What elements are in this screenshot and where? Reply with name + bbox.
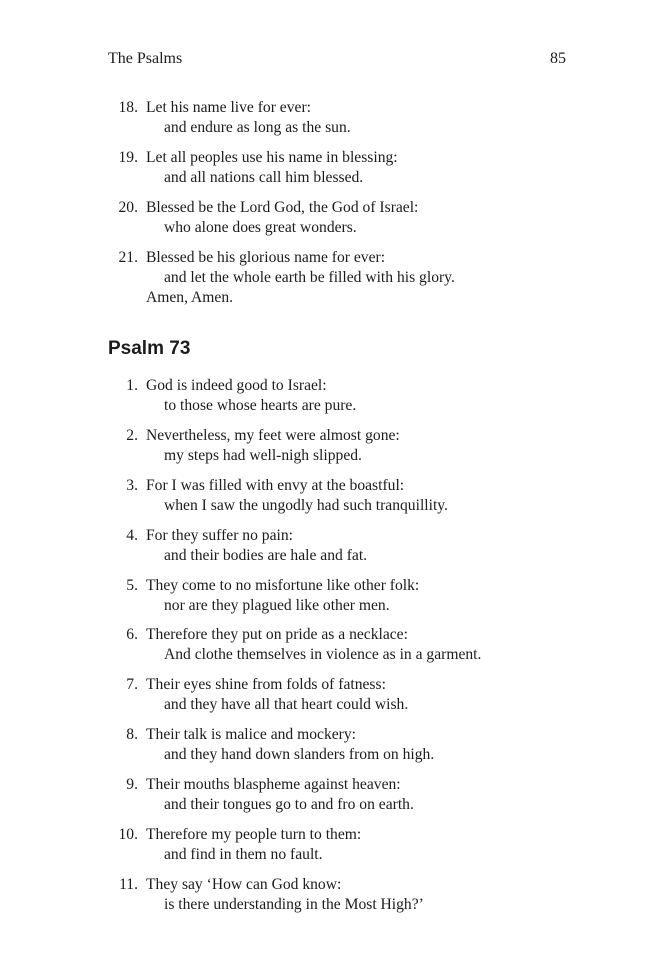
verse-line-2: And clothe themselves in violence as in a garment.: [164, 646, 482, 664]
verse-line-1: For they suffer no pain:: [146, 526, 293, 544]
verse-8: [108, 725, 578, 765]
verse-line-2: to those whose hearts are pure.: [164, 397, 357, 414]
running-head: [108, 48, 566, 70]
verse-number: 10.: [118, 826, 138, 844]
verse-line-1: Let all peoples use his name in blessing:: [146, 148, 398, 166]
verse-18: [108, 98, 578, 138]
verse-line-2: and let the whole earth be filled with his glory.: [164, 268, 455, 286]
verse-line-2: is there understanding in the Most High?’: [164, 895, 424, 913]
running-title: The Psalms: [108, 50, 183, 67]
verse-line-2: and all nations call him blessed.: [164, 168, 364, 186]
verse-line-2: who alone does great wonders.: [164, 218, 357, 236]
verse-line-2: nor are they plagued like other men.: [164, 596, 390, 614]
verse-6: [108, 625, 578, 665]
verse-21: [108, 248, 578, 308]
verse-line-2: when I saw the ungodly had such tranquillity.: [164, 496, 448, 514]
verse-number: 1.: [126, 377, 138, 394]
verse-line-1: God is indeed good to Israel:: [146, 377, 327, 394]
verse-5: [108, 576, 578, 616]
verse-number: 19.: [118, 148, 138, 166]
verse-line-1: Let his name live for ever:: [146, 99, 311, 116]
verse-line-1: They come to no misfortune like other folk:: [146, 576, 420, 594]
verse-10: [108, 825, 578, 865]
verse-line-1: Therefore my people turn to them:: [146, 826, 362, 844]
verse-11: [108, 875, 578, 915]
verse-line-2: and they have all that heart could wish.: [164, 696, 409, 714]
verse-line-1: Their talk is malice and mockery:: [146, 726, 357, 744]
verse-line-2: and find in them no fault.: [164, 846, 323, 864]
verse-line-1: Blessed be his glorious name for ever:: [146, 248, 386, 266]
verse-number: 8.: [126, 726, 138, 744]
verse-number: 21.: [118, 248, 138, 266]
verse-9: [108, 775, 578, 815]
verse-line-2: and they hand down slanders from on high.: [164, 746, 435, 764]
page-number: 85: [550, 50, 566, 67]
verse-line-2: and their tongues go to and fro on earth.: [164, 796, 414, 814]
verse-19: [108, 148, 578, 188]
verse-number: 6.: [126, 626, 138, 644]
verse-1: [108, 376, 578, 416]
verse-4: [108, 526, 578, 566]
verse-number: 18.: [118, 99, 138, 116]
verse-number: 3.: [126, 476, 138, 494]
verse-line-1: For I was filled with envy at the boastful:: [146, 476, 405, 494]
verse-line-2: my steps had well-nigh slipped.: [164, 446, 362, 464]
verse-line-2: and endure as long as the sun.: [164, 119, 351, 136]
verse-line-1: Their eyes shine from folds of fatness:: [146, 676, 386, 694]
psalm-heading: Psalm 73: [108, 338, 191, 359]
verse-line-1: They say ‘How can God know:: [146, 875, 342, 893]
verse-7: [108, 675, 578, 715]
verse-20: [108, 198, 578, 238]
verse-number: 20.: [118, 198, 138, 216]
psalm-72-continued: [108, 98, 578, 318]
psalm-73-verses: [108, 376, 578, 925]
verse-number: 7.: [126, 676, 138, 694]
verse-line-1: Nevertheless, my feet were almost gone:: [146, 426, 400, 444]
verse-line-3: Amen, Amen.: [146, 288, 234, 306]
verse-line-1: Therefore they put on pride as a necklace:: [146, 626, 408, 644]
verse-number: 2.: [126, 426, 138, 444]
verse-number: 11.: [119, 875, 138, 893]
verse-number: 5.: [126, 576, 138, 594]
verse-2: [108, 426, 578, 466]
verse-line-1: Their mouths blaspheme against heaven:: [146, 776, 401, 794]
verse-line-2: and their bodies are hale and fat.: [164, 546, 368, 564]
verse-line-1: Blessed be the Lord God, the God of Israel:: [146, 198, 419, 216]
verse-number: 9.: [126, 776, 138, 794]
verse-number: 4.: [126, 526, 138, 544]
verse-3: [108, 476, 578, 516]
